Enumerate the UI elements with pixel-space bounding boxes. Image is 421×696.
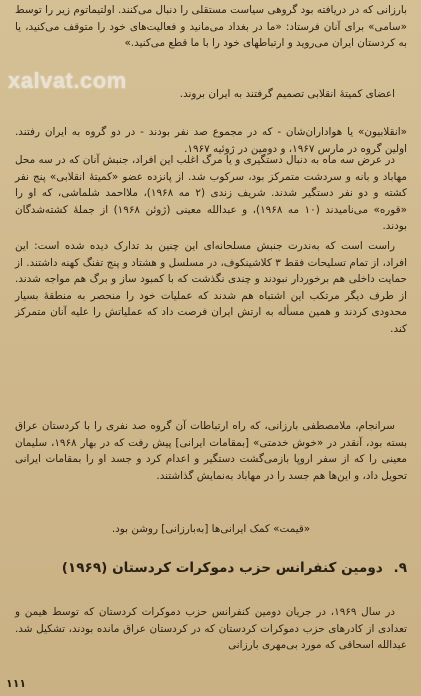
paragraph-revolutionaries: «انقلابیون» یا هواداران‌شان - که در مجموع صد نفر بودند - در دو گروه به ایران رفتند. اولین گروه در مارس ۱۹۶۷، و دومین در ژوئیه ۱۹۶۷. [15,126,407,155]
paragraph-suppression: در عرض سه ماه به دنبال دستگیری و یا مرگ اغلب این افراد، جنبش آنان که در سه محل مهاباد و بانه و سردشت متمرکز بود، سرکوب شد. از پانزده عضو «کمیتهٔ انقلابی» پنج نفر کشته و دو نفر دستگیر شدند. شریف زندی (۲ مه ۱۹۶۸)، ملااحمد شلماشی، که او را «قوره» می‌نامیدند (۱۰ مه ۱۹۶۸)، و عبدالله معینی (ژوئن ۱۹۶۸) از جملهٔ کشته‌شدگان بودند. [15,154,407,233]
page-number: ۱۱۱ [6,677,27,690]
paragraph-analysis: راست است که به‌ندرت جنبش مسلحانه‌ای این چنین بد تدارک دیده شده است: این افراد، از تمام تسلیحات فقط ۳ کلاشینکوف، در مسلسل و هشتاد و پنج تفنگ کهنه داشتند. از حمایت داخلی هم برخوردار نبودند و چندی نگذشت که با کمبود ساز و برگ هم مواجه شدند. از طرف دیگر مرتکب این اشتباه هم شدند که عملیات خود را منحصر به منطقهٔ بسیار محدودی کردند و همین مسأله به ارتش ایران فرصت داد که عملیاتش را علیه آنان متمرکز کند. [15,240,407,335]
section-heading [15,560,407,576]
section-title: دومین کنفرانس حزب دموکرات کردستان (۱۹۶۹) [61,560,383,576]
paragraph-barzani: سرانجام، ملامصطفی بارزانی، که راه ارتباطات آن گروه صد نفری را با کردستان عراق بسته بود، آنقدر در «خوش خدمتی» [بمقامات ایرانی] پیش رفت که در بهار ۱۹۶۸، سلیمان معینی را که از سفر اروپا بازمی‌گشت دستگیر و اعدام کرد و جسد او را بمقامات ایرانی تحویل داد، و این‌ها هم جسد را در مهاباد به‌نمایش گذاشتند. [15,420,407,482]
paragraph-decision: اعضای کمیتهٔ انقلابی تصمیم گرفتند به ایران بروند. [179,88,395,100]
paragraph-ultimatum: بارزانی که در دریافته بود گروهی سیاست مستقلی را دنبال می‌کنند. اولتیماتوم زیر را توسط «سامی» برای آنان فرستاد: «ما در بغداد می‌مانید و فعالیت‌های خود را متوقف می‌کنید، یا به کردستان ایران می‌روید و ارتباطهای خود را با ما قطع می‌کنید.» [15,4,407,50]
paragraph-price: «قیمت» کمک ایرانی‌ها [به‌بارزانی] روشن بود. [111,523,311,535]
watermark: xalvat.com [8,68,127,93]
section-number: ۹. [393,560,407,576]
paragraph-conference: در سال ۱۹۶۹، در جریان دومین کنفرانس حزب دموکرات کردستان که توسط هیمن و تعدادی از کادرهای حزب دموکرات کردستان که در کردستان عراق مانده بودند، تشکیل شد. عبدالله اسحاقی که مورد بی‌مهری بارزانی [15,606,407,652]
